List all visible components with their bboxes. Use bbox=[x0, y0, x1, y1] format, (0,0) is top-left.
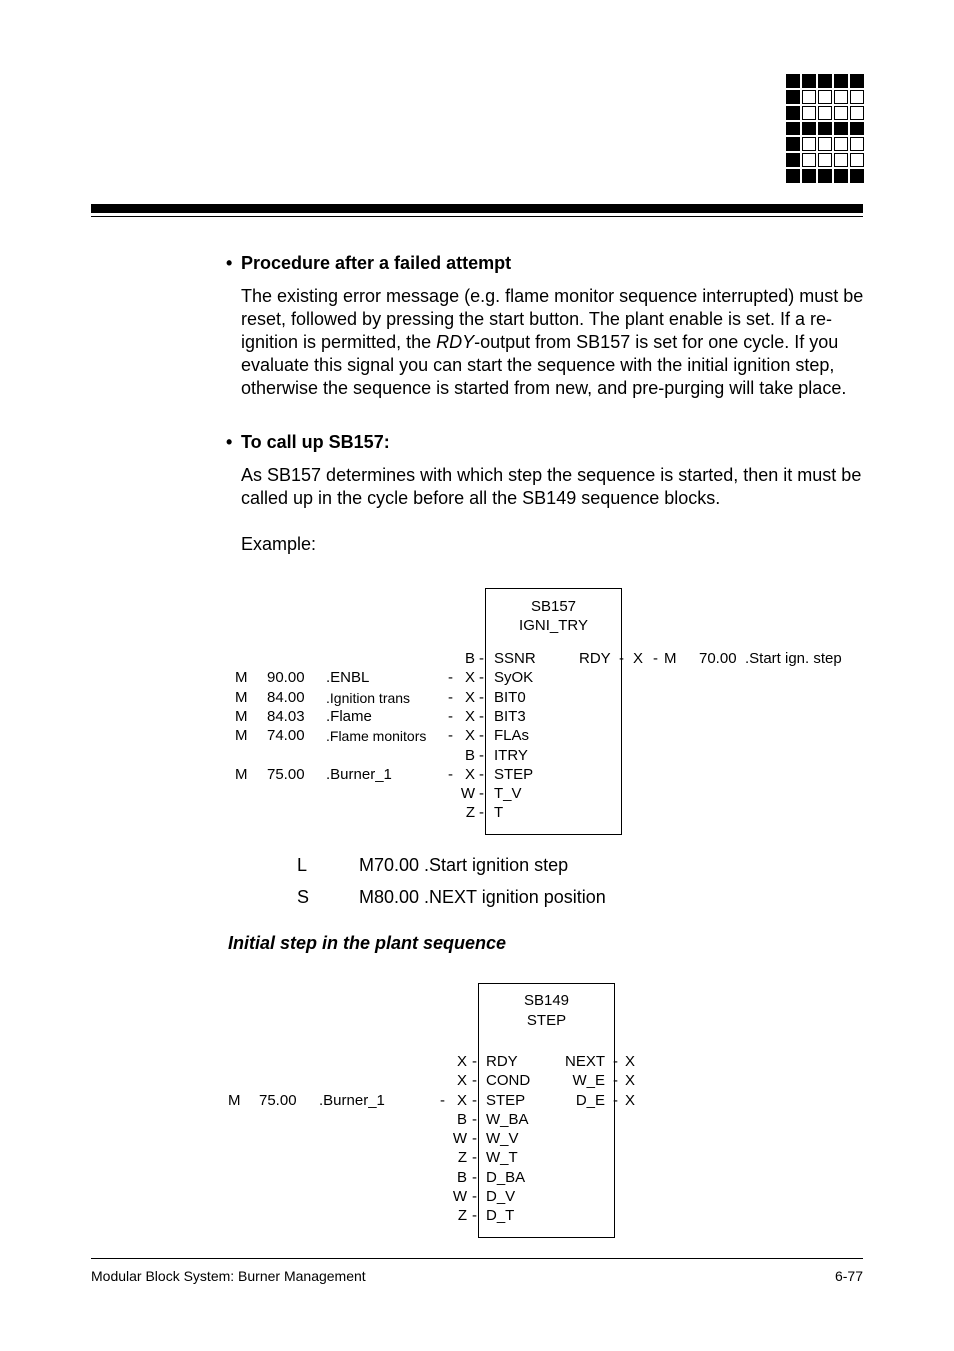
sb157-input-pin: ITRY bbox=[494, 747, 528, 764]
logo-cell bbox=[834, 74, 848, 88]
sb157-input-type: X bbox=[464, 708, 475, 725]
sb157-input-pin: SSNR bbox=[494, 650, 536, 667]
sb157-input-pin: STEP bbox=[494, 766, 534, 783]
sb157-input-dash: - bbox=[448, 708, 453, 725]
sb149-output-dash: - bbox=[613, 1092, 618, 1109]
heading-call-up: To call up SB157: bbox=[241, 432, 390, 452]
sb149-output-type: X bbox=[625, 1053, 636, 1070]
sb157-output-type: X bbox=[633, 650, 644, 667]
sb149-input-type: B bbox=[456, 1111, 467, 1128]
sb149-pin-dash: - bbox=[472, 1188, 477, 1205]
logo-cell bbox=[834, 153, 848, 167]
sb149-input-pin: W_BA bbox=[486, 1111, 529, 1128]
sb149-input-type: X bbox=[456, 1092, 467, 1109]
instruction-text: M70.00 .Start ignition step bbox=[359, 855, 569, 875]
sb149-input-pin: STEP bbox=[486, 1092, 526, 1109]
sb157-input-operand: M bbox=[235, 689, 248, 706]
sb149-name: SB149 bbox=[523, 992, 570, 1009]
logo-cell bbox=[850, 90, 864, 104]
sb157-input-operand: M bbox=[235, 727, 248, 744]
sb149-output-dash: - bbox=[613, 1072, 618, 1089]
logo-cell bbox=[786, 169, 800, 183]
sb157-input-address: 84.00 bbox=[267, 689, 305, 706]
logo-cell bbox=[834, 122, 848, 136]
logo-cell bbox=[818, 74, 832, 88]
sb157-input-address: 75.00 bbox=[267, 766, 305, 783]
sb157-input-operand: M bbox=[235, 766, 248, 783]
instruction-op: S bbox=[297, 887, 310, 907]
sb157-input-pin: T bbox=[494, 804, 504, 821]
header-rule-thin bbox=[91, 216, 863, 217]
sb149-output-type: X bbox=[625, 1092, 636, 1109]
sb149-type: STEP bbox=[526, 1012, 567, 1029]
footer-title: Modular Block System: Burner Management bbox=[91, 1268, 366, 1284]
logo-cell bbox=[786, 153, 800, 167]
instruction-op: L bbox=[297, 855, 308, 875]
bullet-procedure: • bbox=[226, 253, 233, 273]
sb157-input-type: W bbox=[460, 785, 475, 802]
logo-cell bbox=[850, 153, 864, 167]
sb157-name: SB157 bbox=[530, 598, 577, 615]
sb149-pin-dash: - bbox=[472, 1053, 477, 1070]
logo-cell bbox=[850, 122, 864, 136]
logo-cell bbox=[802, 90, 816, 104]
logo-cell bbox=[850, 74, 864, 88]
header-rule-thick bbox=[91, 204, 863, 213]
sb157-pin-dash: - bbox=[479, 766, 484, 783]
sb157-input-dash: - bbox=[448, 727, 453, 744]
sb157-pin-dash: - bbox=[479, 650, 484, 667]
sb157-type: IGNI_TRY bbox=[519, 617, 588, 634]
sb149-input-type: W bbox=[452, 1130, 467, 1147]
sb157-input-label: .Flame monitors bbox=[326, 728, 427, 744]
heading-initial-step: Initial step in the plant sequence bbox=[228, 933, 507, 953]
logo-cell bbox=[786, 90, 800, 104]
logo-cell bbox=[786, 122, 800, 136]
logo-cell bbox=[802, 153, 816, 167]
sb157-input-type: Z bbox=[465, 804, 475, 821]
sb157-input-operand: M bbox=[235, 669, 248, 686]
logo-cell bbox=[818, 169, 832, 183]
logo-cell bbox=[850, 137, 864, 151]
logo-cell bbox=[818, 90, 832, 104]
sb157-input-label: .Flame bbox=[326, 708, 372, 725]
sb157-input-address: 90.00 bbox=[267, 669, 305, 686]
logo-cell bbox=[802, 74, 816, 88]
sb149-pin-dash: - bbox=[472, 1092, 477, 1109]
sb149-input-address: 75.00 bbox=[259, 1092, 297, 1109]
sb157-input-label: .Ignition trans bbox=[326, 690, 411, 706]
bullet-call-up: • bbox=[226, 432, 233, 452]
sb157-input-pin: SyOK bbox=[494, 669, 534, 686]
sb157-output-dash2: - bbox=[653, 650, 658, 667]
footer-page-number: 6-77 bbox=[834, 1268, 863, 1284]
sb149-output-pin: W_E bbox=[572, 1072, 605, 1089]
sb157-output-dash: - bbox=[619, 650, 624, 667]
sb149-pin-dash: - bbox=[472, 1207, 477, 1224]
sb157-output-pin: RDY bbox=[579, 650, 611, 667]
sb157-pin-dash: - bbox=[479, 727, 484, 744]
sb157-input-pin: T_V bbox=[494, 785, 522, 802]
sb157-input-type: X bbox=[464, 669, 475, 686]
sb157-output-label: .Start ign. step bbox=[745, 650, 842, 667]
sb157-input-label: .Burner_1 bbox=[326, 766, 392, 783]
sb157-input-pin: BIT0 bbox=[494, 689, 526, 706]
sb157-pin-dash: - bbox=[479, 785, 484, 802]
company-logo bbox=[786, 74, 864, 183]
sb149-pin-dash: - bbox=[472, 1149, 477, 1166]
paragraph-call-up: As SB157 determines with which step the sequence is started, then it must be called up in the cycle before all the SB149 sequence blocks. bbox=[241, 465, 862, 508]
sb149-pin-dash: - bbox=[472, 1130, 477, 1147]
sb157-input-operand: M bbox=[235, 708, 248, 725]
logo-cell bbox=[850, 106, 864, 120]
sb149-pin-dash: - bbox=[472, 1169, 477, 1186]
sb149-input-label: .Burner_1 bbox=[319, 1092, 385, 1109]
sb149-input-type: X bbox=[456, 1053, 467, 1070]
logo-cell bbox=[818, 122, 832, 136]
sb157-pin-dash: - bbox=[479, 747, 484, 764]
heading-procedure: Procedure after a failed attempt bbox=[241, 253, 512, 273]
logo-cell bbox=[834, 106, 848, 120]
logo-cell bbox=[850, 169, 864, 183]
sb157-output-operand: M bbox=[664, 650, 677, 667]
example-label: Example: bbox=[241, 534, 317, 554]
logo-cell bbox=[818, 106, 832, 120]
sb157-input-type: B bbox=[464, 747, 475, 764]
sb157-pin-dash: - bbox=[479, 708, 484, 725]
sb157-pin-dash: - bbox=[479, 689, 484, 706]
logo-cell bbox=[834, 137, 848, 151]
sb149-output-dash: - bbox=[613, 1053, 618, 1070]
sb157-input-type: X bbox=[464, 689, 475, 706]
sb149-input-type: Z bbox=[457, 1149, 467, 1166]
sb149-input-type: B bbox=[456, 1169, 467, 1186]
sb149-input-operand: M bbox=[228, 1092, 241, 1109]
sb149-input-type: Z bbox=[457, 1207, 467, 1224]
sb157-pin-dash: - bbox=[479, 669, 484, 686]
sb157-input-dash: - bbox=[448, 766, 453, 783]
sb149-input-type: X bbox=[456, 1072, 467, 1089]
sb157-input-pin: BIT3 bbox=[494, 708, 526, 725]
sb157-input-type: X bbox=[464, 766, 475, 783]
sb157-pin-dash: - bbox=[479, 804, 484, 821]
sb149-input-pin: D_T bbox=[486, 1207, 515, 1224]
sb149-input-pin: D_V bbox=[486, 1188, 516, 1205]
sb149-pin-dash: - bbox=[472, 1072, 477, 1089]
sb157-output-address: 70.00 bbox=[699, 650, 737, 667]
logo-cell bbox=[786, 74, 800, 88]
sb149-input-pin: RDY bbox=[486, 1053, 518, 1070]
sb157-input-pin: FLAs bbox=[494, 727, 530, 744]
instruction-text: M80.00 .NEXT ignition position bbox=[359, 887, 606, 907]
logo-cell bbox=[834, 169, 848, 183]
logo-cell bbox=[786, 106, 800, 120]
sb157-input-address: 74.00 bbox=[267, 727, 305, 744]
sb157-input-label: .ENBL bbox=[326, 669, 370, 686]
sb149-input-pin: W_V bbox=[486, 1130, 519, 1147]
logo-cell bbox=[802, 106, 816, 120]
sb149-input-type: W bbox=[452, 1188, 467, 1205]
sb157-input-dash: - bbox=[448, 689, 453, 706]
sb149-input-pin: COND bbox=[486, 1072, 531, 1089]
sb149-output-pin: NEXT bbox=[564, 1053, 605, 1070]
sb149-input-dash: - bbox=[440, 1092, 445, 1109]
sb149-input-pin: D_BA bbox=[486, 1169, 526, 1186]
logo-cell bbox=[818, 137, 832, 151]
logo-cell bbox=[802, 137, 816, 151]
sb149-output-type: X bbox=[625, 1072, 636, 1089]
paragraph-procedure: The existing error message (e.g. flame monitor sequence interrupted) must be reset, followed by pressing the start button. The plant enable is set. If a re-ignition is permitted, the RDY-output from SB157 is set for one cycle. If you evaluate this signal you can start the sequence with the initial ignition step, otherwise the sequence is started from new, and pre-purging will take place. bbox=[241, 286, 864, 398]
sb149-input-pin: W_T bbox=[486, 1149, 518, 1166]
sb149-pin-dash: - bbox=[472, 1111, 477, 1128]
sb157-input-type: X bbox=[464, 727, 475, 744]
logo-cell bbox=[802, 169, 816, 183]
sb157-input-type: B bbox=[464, 650, 475, 667]
logo-cell bbox=[818, 153, 832, 167]
logo-cell bbox=[834, 90, 848, 104]
logo-cell bbox=[802, 122, 816, 136]
logo-cell bbox=[786, 137, 800, 151]
footer-rule bbox=[91, 1258, 863, 1259]
sb157-input-dash: - bbox=[448, 669, 453, 686]
sb149-output-pin: D_E bbox=[575, 1092, 605, 1109]
sb157-input-address: 84.03 bbox=[267, 708, 305, 725]
